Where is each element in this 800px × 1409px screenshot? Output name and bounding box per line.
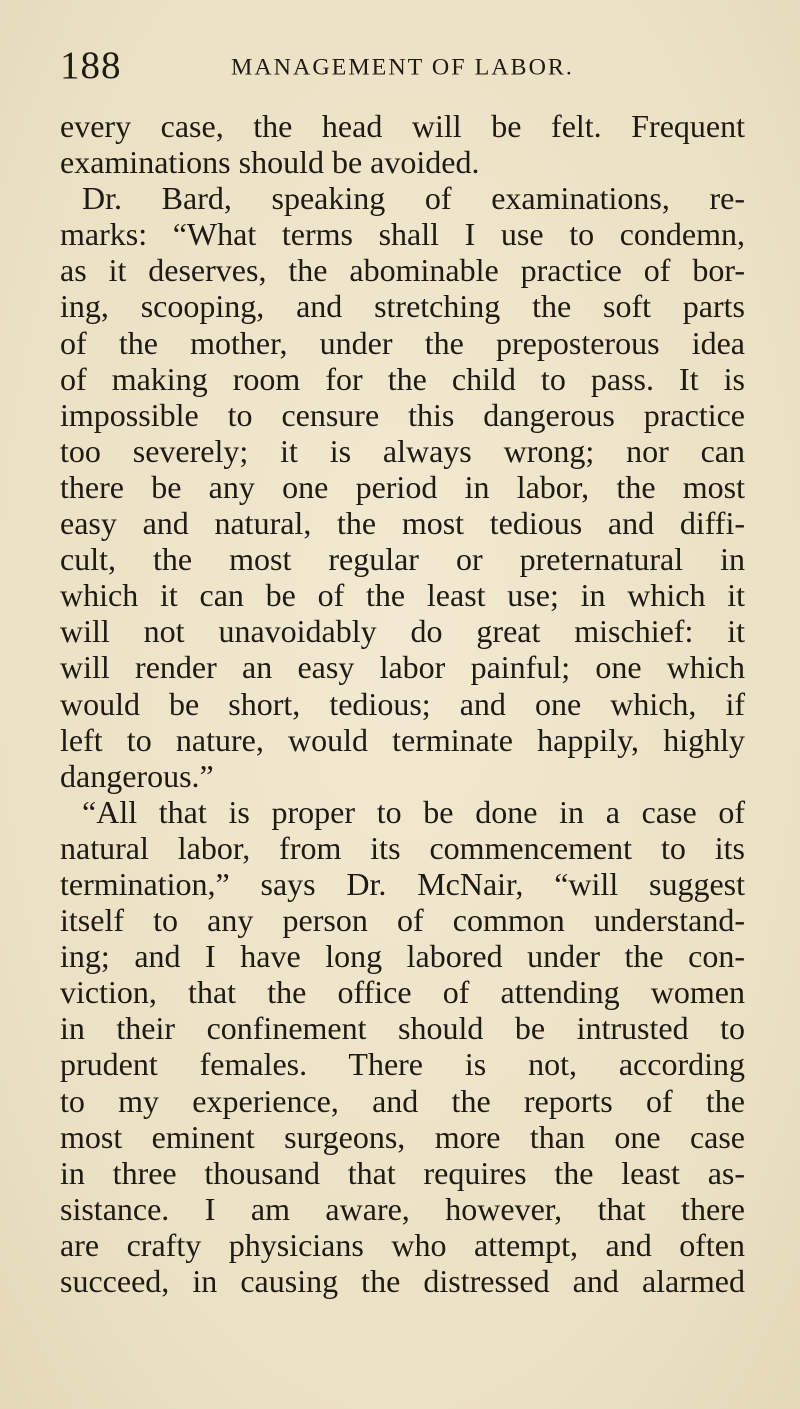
text-line: which it can be of the least use; in which it — [60, 577, 745, 614]
running-head — [60, 46, 740, 86]
text-line: “All that is proper to be done in a case of — [82, 793, 745, 830]
text-line: marks: “What terms shall I use to condemn, — [60, 216, 745, 253]
text-line: in three thousand that requires the least as- — [60, 1154, 745, 1191]
text-line: most eminent surgeons, more than one case — [60, 1118, 745, 1155]
text-line: cult, the most regular or preternatural in — [60, 541, 745, 578]
text-line: dangerous.” — [60, 757, 214, 794]
text-line: viction, that the office of attending women — [60, 974, 745, 1011]
text-line: impossible to censure this dangerous practice — [60, 396, 745, 433]
text-line: ing, scooping, and stretching the soft parts — [60, 288, 745, 325]
text-line: every case, the head will be felt. Frequent — [60, 108, 745, 144]
text-line: in their confinement should be intrusted to — [60, 1010, 745, 1047]
text-line: examinations should be avoided. — [60, 144, 480, 181]
text-line: too severely; it is always wrong; nor can — [60, 432, 745, 469]
text-line: itself to any person of common understand- — [60, 902, 745, 939]
text-line: ing; and I have long labored under the con- — [60, 938, 745, 975]
text-line: of the mother, under the preposterous idea — [60, 324, 745, 361]
body-text — [60, 108, 745, 1299]
text-line: as it deserves, the abominable practice of bor- — [60, 252, 745, 289]
text-line: would be short, tedious; and one which, if — [60, 685, 745, 722]
text-line: Dr. Bard, speaking of examinations, re- — [82, 180, 745, 217]
text-line: left to nature, would terminate happily, highly — [60, 721, 745, 758]
text-line: natural labor, from its commencement to its — [60, 829, 745, 866]
page-number: 188 — [60, 44, 122, 87]
text-line: prudent females. There is not, according — [60, 1046, 745, 1083]
text-line: to my experience, and the reports of the — [60, 1082, 745, 1119]
text-line: there be any one period in labor, the most — [60, 468, 745, 505]
text-line: termination,” says Dr. McNair, “will suggest — [60, 865, 745, 902]
text-line: easy and natural, the most tedious and diffi- — [60, 505, 745, 542]
text-line: are crafty physicians who attempt, and often — [60, 1226, 745, 1263]
text-line: of making room for the child to pass. It is — [60, 360, 745, 397]
text-line: will not unavoidably do great mischief: it — [60, 613, 745, 650]
text-line: will render an easy labor painful; one which — [60, 649, 745, 686]
running-head-title: MANAGEMENT OF LABOR. — [231, 55, 574, 81]
text-line: sistance. I am aware, however, that there — [60, 1190, 745, 1227]
text-line: succeed, in causing the distressed and alarmed — [60, 1263, 745, 1299]
